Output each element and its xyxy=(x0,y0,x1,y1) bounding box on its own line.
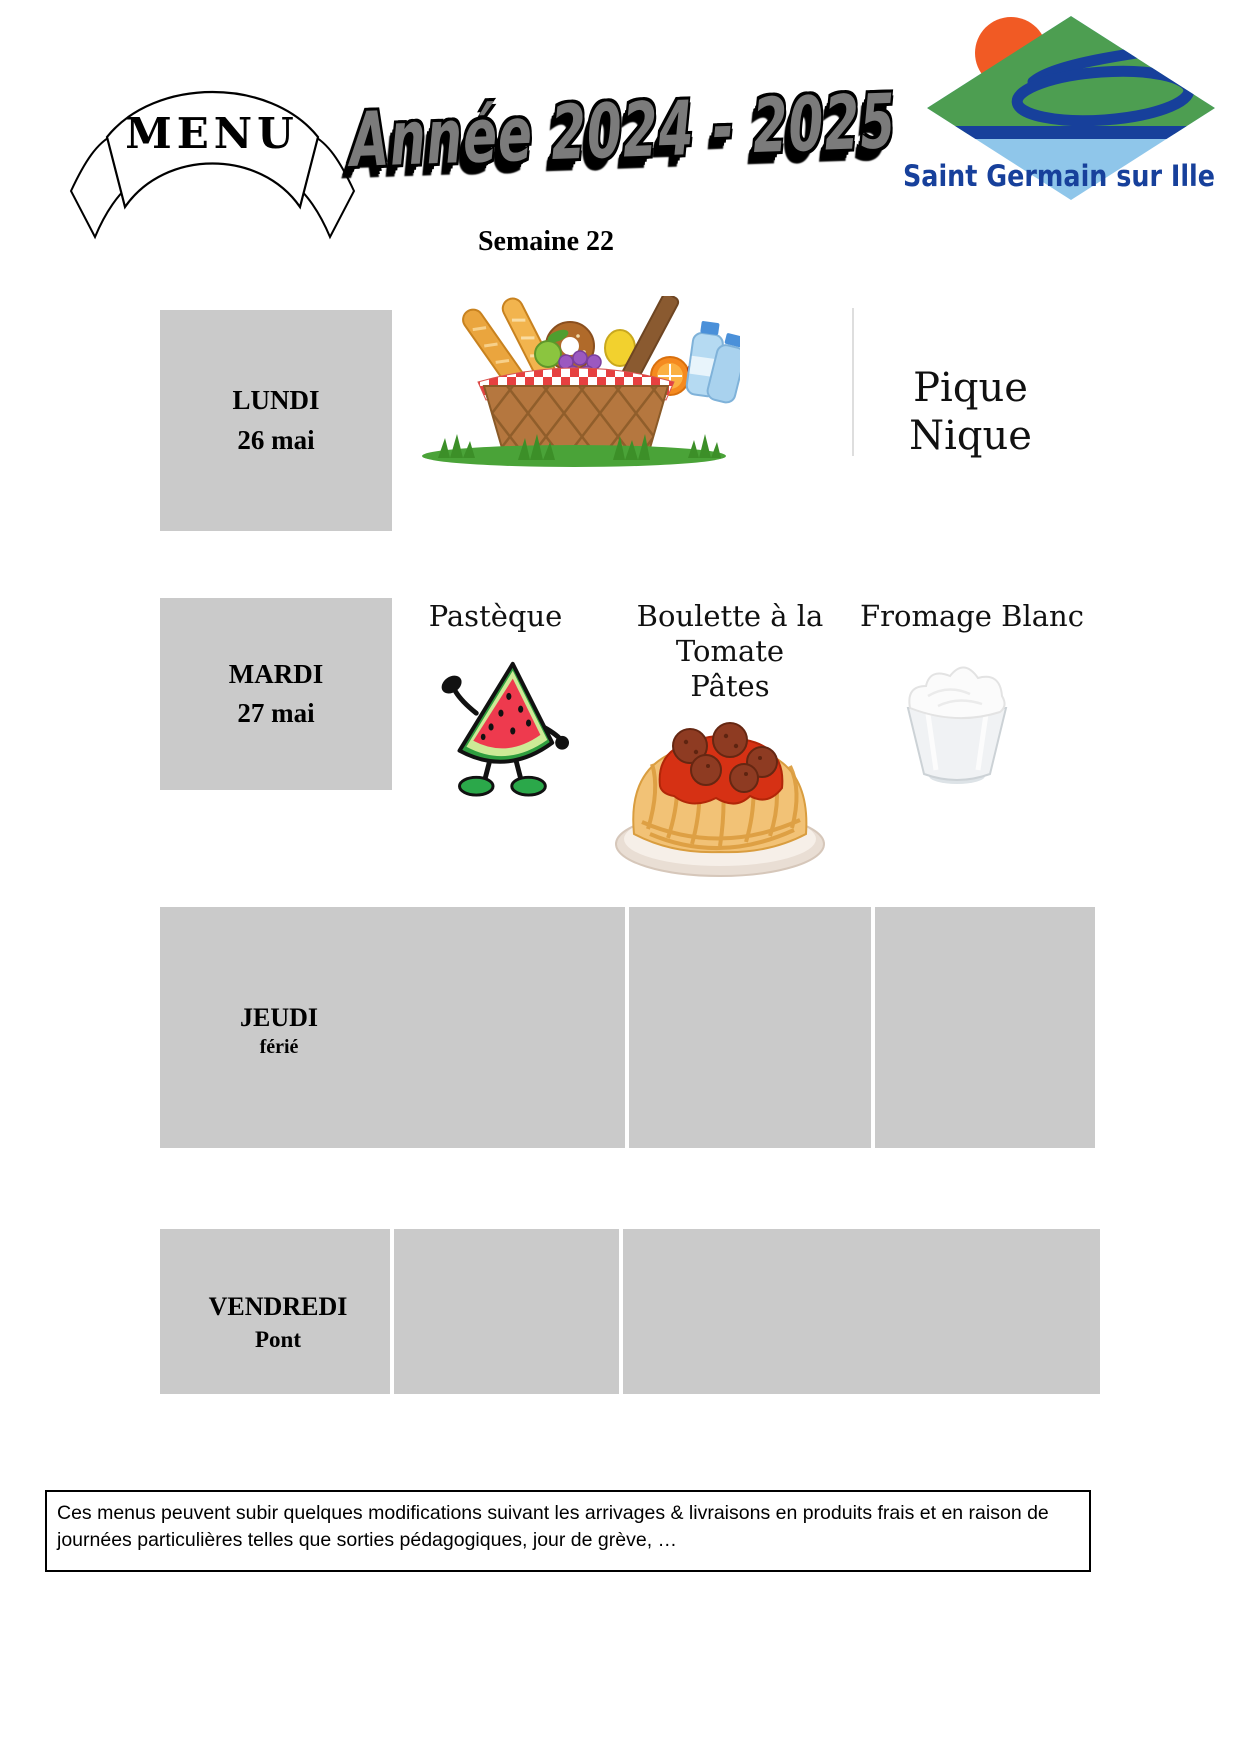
town-logo xyxy=(893,8,1225,208)
fromage-blanc-icon xyxy=(898,650,1016,792)
day-note: Pont xyxy=(255,1326,301,1352)
town-name-label: Saint Germain sur Ille xyxy=(903,159,1215,193)
disclaimer-text: Ces menus peuvent subir quelques modifications suivant les arrivages & livraisons en produits frais et en raison de journées particulières telles que sorties pédagogiques, jour de grève, … xyxy=(57,1502,1049,1552)
accompagnement-name: Pâtes xyxy=(690,668,770,703)
school-year-title: Année 2024 - 2025 xyxy=(348,77,897,185)
spaghetti-meatballs-icon xyxy=(608,694,836,882)
column-divider xyxy=(852,308,854,456)
dish-entree: Pastèque xyxy=(428,599,563,633)
day-note: férié xyxy=(259,1036,299,1059)
apple-icon xyxy=(535,341,561,367)
menu-banner-label: MENU xyxy=(125,109,299,158)
jeudi-cell-2 xyxy=(629,907,871,1148)
page-title xyxy=(350,72,895,190)
day-cell-lundi xyxy=(160,310,392,531)
day-cell-vendredi-label xyxy=(180,1290,376,1356)
vendredi-cell-3 xyxy=(623,1229,1100,1394)
watermelon-icon xyxy=(420,652,572,800)
picnic-basket-icon xyxy=(408,296,740,468)
menu-ribbon-banner xyxy=(55,45,370,240)
jeudi-cell-3 xyxy=(875,907,1095,1148)
week-heading: Semaine 22 xyxy=(477,226,615,257)
day-name: LUNDI xyxy=(232,385,320,416)
vendredi-cell-2 xyxy=(394,1229,619,1394)
logo-river-band xyxy=(927,126,1215,139)
day-date: 26 mai xyxy=(237,424,315,455)
day-name: MARDI xyxy=(228,658,324,689)
day-name: JEUDI xyxy=(239,1003,318,1032)
day-name: VENDREDI xyxy=(208,1292,348,1321)
day-cell-mardi xyxy=(160,598,392,790)
dish-laitage: Fromage Blanc xyxy=(860,599,1084,633)
day-date: 27 mai xyxy=(237,698,315,728)
day-cell-jeudi-label xyxy=(200,1002,358,1061)
dish-pique-nique: Pique Nique xyxy=(909,365,1032,459)
plat-name: Boulette à la Tomate xyxy=(636,599,824,668)
disclaimer-box xyxy=(45,1490,1091,1572)
dish-plat xyxy=(612,599,848,703)
